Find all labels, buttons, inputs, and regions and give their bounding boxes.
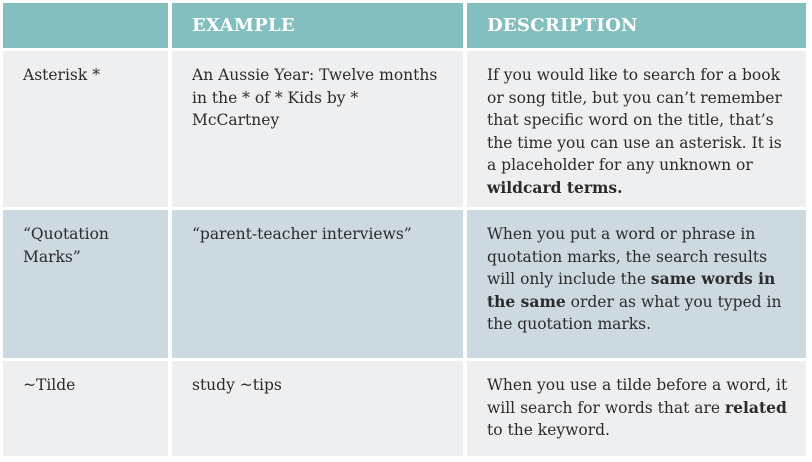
header-cell-description: DESCRIPTION <box>467 3 806 48</box>
description-bold-text: related <box>725 397 787 417</box>
description-text: order as what you typed in the quotation marks. <box>487 292 782 333</box>
header-cell-operator <box>3 3 168 48</box>
description-text: If you would like to search for a book or song title, but you can’t remember that specific word on the title, that’s the time you can use an asterisk. It is a placeholder for any unknown or <box>487 66 782 174</box>
example-cell: “parent-teacher interviews” <box>172 210 463 358</box>
description-text: When you put a word or phrase in quotation marks, the search results will only include the <box>487 225 768 288</box>
description-bold-text: same words in the same <box>487 269 776 311</box>
description-cell <box>467 361 806 456</box>
description-cell <box>467 51 806 207</box>
description-cell <box>467 210 806 358</box>
example-cell: study ~tips <box>172 361 463 456</box>
description-bold-text: wildcard terms. <box>487 177 623 197</box>
description-text: to the keyword. <box>487 421 610 439</box>
header-cell-example: EXAMPLE <box>172 3 463 48</box>
operator-cell: “Quotation Marks” <box>3 210 168 358</box>
operator-cell: ~Tilde <box>3 361 168 456</box>
example-cell: An Aussie Year: Twelve months in the * of * Kids by * McCartney <box>172 51 463 207</box>
operator-cell: Asterisk * <box>3 51 168 207</box>
description-text: When you use a tilde before a word, it will search for words that are <box>487 376 788 417</box>
